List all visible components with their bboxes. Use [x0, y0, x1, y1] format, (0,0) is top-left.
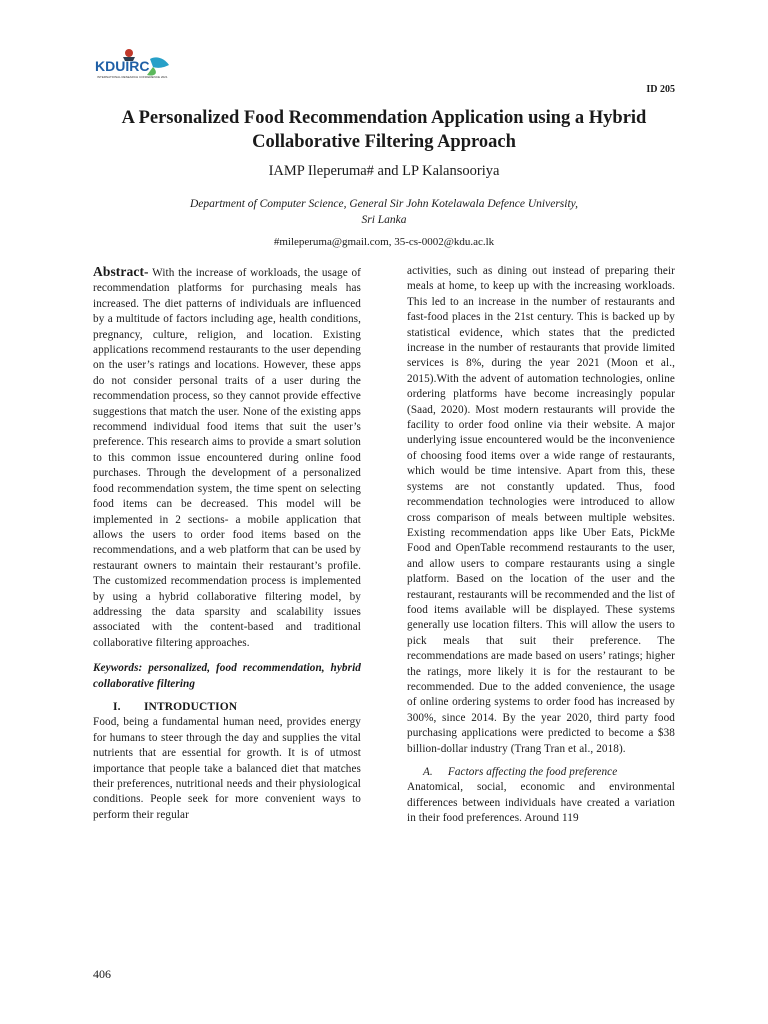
introduction-paragraph-left: Food, being a fundamental human need, provides energy for humans to steer through the day and supplies the vital nutrients that are essential for growth. It is of utmost importance that people take a balanced diet that matches their preferences, nutritional needs and their physiological conditions. People seek for more convenient ways to perform their regular	[93, 716, 361, 821]
svg-text:KDUIRC: KDUIRC	[95, 58, 150, 74]
paper-authors: IAMP Ileperuma# and LP Kalansooriya	[268, 163, 500, 179]
subsection-heading-a	[407, 765, 675, 780]
introduction-paragraph-right: activities, such as dining out instead of preparing their meals at home, to keep up with the increasing workloads. This led to an increase in the number of restaurants and fast-food places in the 21st century. This is backed up by statistical evidence, which states that the predicted increase in the number of restaurants that provide limited services is 8%, during the year 2021 (Moon et al., 2015).With the advent of automation technologies, online ordering platforms have become increasingly popular (Saad, 2020). Most modern restaurants will provide the facility to order food online via their website. A major underlying issue encountered would be the inconvenience of choosing food items over a wide range of restaurants, which would be time intensive. Apart from this, these systems are not constantly updated. Thus, food recommendation technologies were introduced to allow cross comparison of meals between multiple websites. Existing recommendation apps like Uber Eats, PickMe Food and OpenTable recommend restaurants to the user, and allow users to compare restaurants using a single platform. Based on the location of the user and the restaurant, restaurants will be recommended and the list of food items available will be displayed. These systems generally use location filters. This will allow the users to pick meals that suit their preference. The recommendations are made based on users’ ratings; higher the ratings, more likely it is for the restaurant to be recommended. Due to the added convenience, the usage of online ordering systems to order food has increased by 300%, since 2014. By the year 2020, third party food purchasing applications were predicted to become a $38 billion-dollar industry (Trang Tran et al., 2018).	[407, 265, 675, 755]
subsection-title: Factors affecting the food preference	[447, 766, 618, 778]
author-emails: #mileperuma@gmail.com, 35-cs-0002@kdu.ac.lk	[273, 236, 495, 248]
title-line-2: Collaborative Filtering Approach	[252, 132, 516, 152]
affiliation-line-2: Sri Lanka	[361, 214, 407, 226]
right-column	[407, 264, 675, 827]
section-number: I.	[113, 700, 121, 713]
paper-id: ID 205	[646, 84, 675, 95]
logo-graphic	[95, 45, 173, 81]
page-number: 406	[93, 967, 111, 981]
abstract	[93, 264, 361, 651]
keywords-label: Keywords:	[93, 662, 143, 675]
title-line-1: A Personalized Food Recommendation Application using a Hybrid	[121, 108, 647, 128]
keywords	[93, 661, 361, 692]
keywords-terms: personalized, food recommendation, hybrid collaborative filtering	[93, 662, 361, 690]
left-column	[93, 264, 361, 823]
subsection-number: A.	[423, 766, 433, 778]
paper-title	[90, 106, 678, 154]
affiliation	[180, 196, 588, 228]
subsection-a-paragraph: Anatomical, social, economic and environmental differences between individuals have created a variation in their food preferences. Around 119	[407, 781, 675, 825]
conference-logo	[95, 45, 173, 81]
abstract-heading: Abstract-	[93, 264, 149, 279]
section-title: INTRODUCTION	[143, 700, 238, 713]
svg-text:INTERNATIONAL RESEARCH CONFERE: INTERNATIONAL RESEARCH CONFERENCE 2021	[97, 75, 168, 79]
affiliation-line-1: Department of Computer Science, General Sir John Kotelawala Defence University,	[189, 198, 579, 210]
section-heading-introduction	[93, 700, 361, 715]
abstract-text: With the increase of workloads, the usage of recommendation platforms for purchasing meals has increased. The diet patterns of individuals are influenced by a multitude of factors including age, health conditions, pregnancy, culture, religion, and location. Existing applications recommend restaurants to the user depending on the user’s ratings and locations. However, these apps do not consider personal traits of a user during the recommendation process, so they cannot provide effective suggestions that match the user. None of the existing apps recommend individual food items that suit the user’s preference. This research aims to provide a smart solution to this common issue encountered during online food purchases. Through the development of a personalized food recommendation system, the time spent on selecting food items can be decreased. This model will be implemented in 2 sections- a mobile application that allows the users to order food items based on the recommendations, and a web platform that can be used by restaurant owners to maintain their restaurant’s profile. The customized recommendation process is implemented by using a hybrid collaborative filtering model, by addressing the data sparsity and scalability issues associated with the content-based and traditional collaborative filtering approaches.	[93, 267, 361, 649]
